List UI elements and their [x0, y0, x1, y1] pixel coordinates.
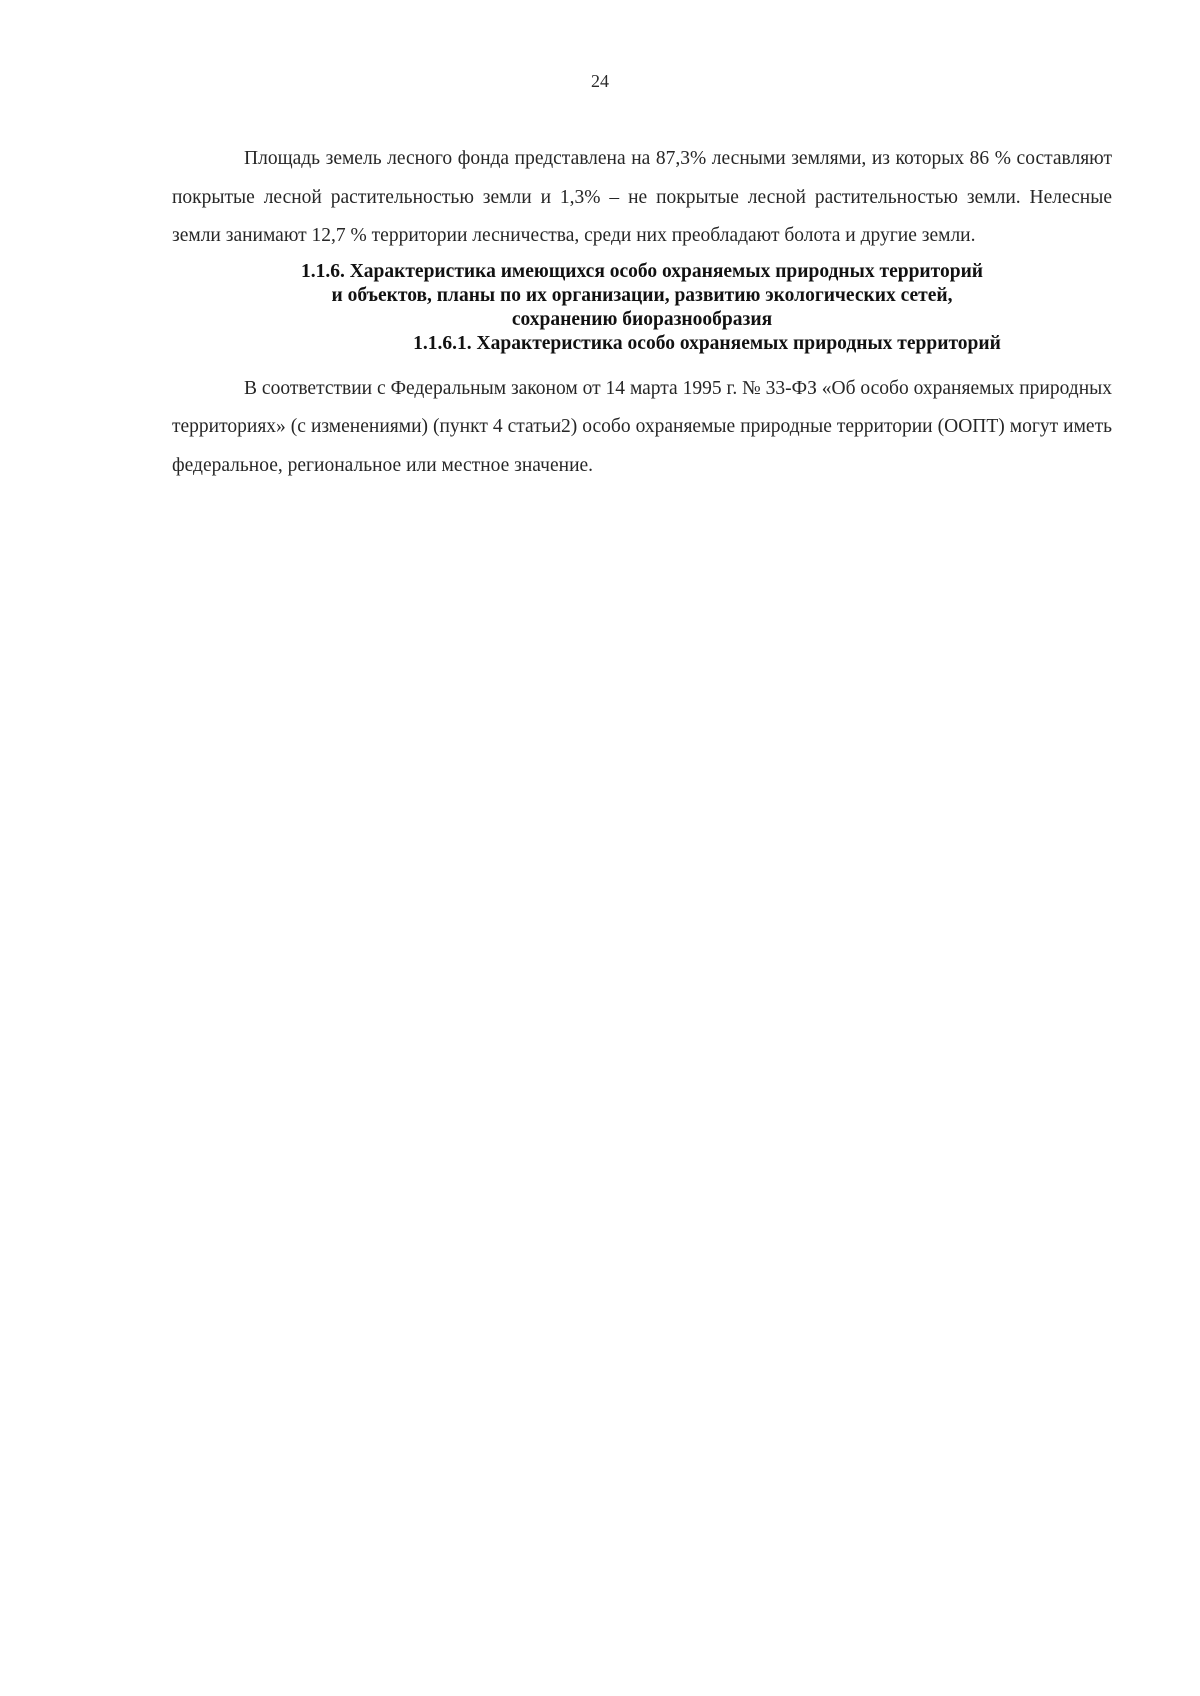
page-content [172, 140, 1112, 485]
paragraph-forest-land-composition: Площадь земель лесного фонда представлена на 87,3% лесными землями, из которых 86 % составляют покрытые лесной растительностью земли и 1,3% – не покрытые лесной растительностью земли. Нелесные земли занимают 12,7 % территории лесничества, среди них преобладают болота и другие земли. [172, 148, 1112, 246]
section-heading-1-1-6-line-1: 1.1.6. Характеристика имеющихся особо охраняемых природных территорий [300, 260, 984, 282]
section-heading-1-1-6-line-2: и объектов, планы по их организации, развитию экологических сетей, [331, 284, 953, 306]
section-heading-block [172, 260, 1112, 356]
section-heading-1-1-6-line-3: сохранению биоразнообразия [511, 308, 773, 330]
page-number: 24 [591, 71, 609, 91]
subsection-heading-1-1-6-1: 1.1.6.1. Характеристика особо охраняемых природных территорий [413, 332, 1001, 354]
paragraph-federal-law: В соответствии с Федеральным законом от 14 марта 1995 г. № 33-ФЗ «Об особо охраняемых природных территориях» (с изменениями) (пункт 4 статьи2) особо охраняемые природные территории (ООПТ) могут иметь федеральное, региональное или местное значение. [172, 377, 1112, 476]
